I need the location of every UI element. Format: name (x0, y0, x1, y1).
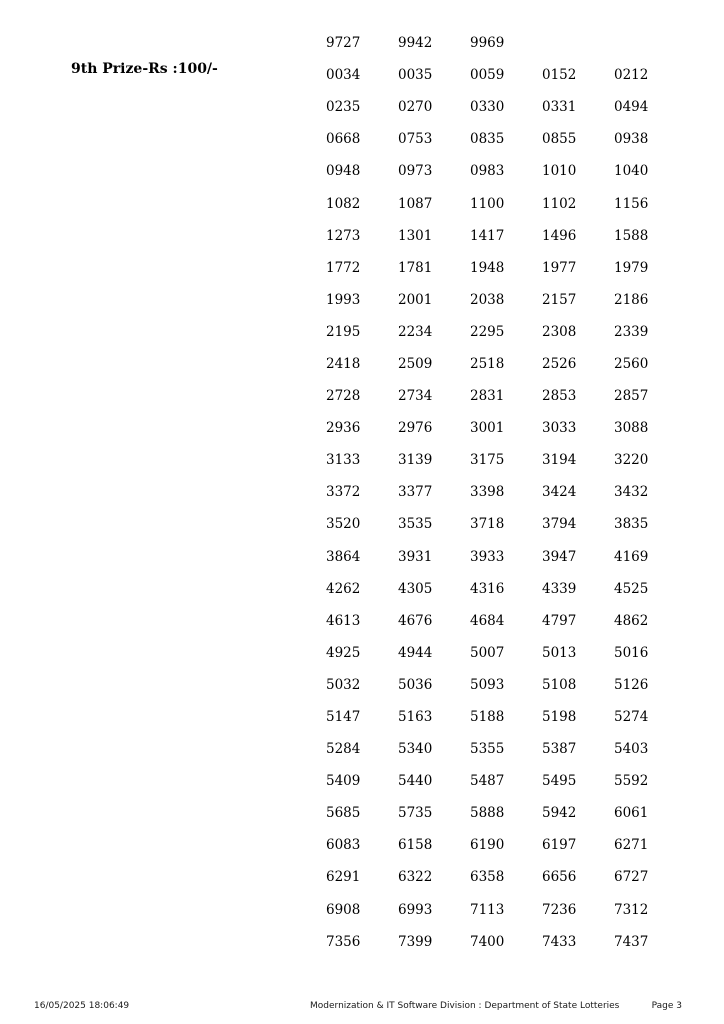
ticket-number: 5487 (470, 773, 505, 790)
ticket-number: 3835 (614, 516, 649, 533)
ticket-number: 0835 (470, 131, 505, 148)
number-row (326, 476, 686, 508)
number-row (326, 316, 686, 348)
ticket-number: 6291 (326, 869, 361, 886)
ticket-number: 2186 (614, 291, 649, 308)
ticket-number: 3194 (542, 452, 577, 469)
ticket-number: 2418 (326, 355, 361, 372)
ticket-number: 7236 (542, 901, 577, 918)
ticket-number: 4684 (470, 612, 505, 629)
ticket-number: 3794 (542, 516, 577, 533)
ticket-number: 0753 (398, 131, 433, 148)
ticket-number: 4797 (542, 612, 577, 629)
ticket-number: 2728 (326, 388, 361, 405)
ticket-number: 1087 (398, 195, 433, 212)
ticket-number-grid (326, 27, 686, 958)
ticket-number: 6061 (614, 805, 649, 822)
number-row (326, 123, 686, 155)
ticket-number: 3175 (470, 452, 505, 469)
ticket-number: 5126 (614, 676, 649, 693)
ticket-number: 6322 (398, 869, 433, 886)
ticket-number: 3377 (398, 484, 433, 501)
ticket-number: 4305 (398, 580, 433, 597)
ticket-number: 2157 (542, 291, 577, 308)
ticket-number: 0983 (470, 163, 505, 180)
ticket-number: 1496 (542, 227, 577, 244)
ticket-number: 6197 (542, 837, 577, 854)
ticket-number: 5942 (542, 805, 577, 822)
ticket-number: 7400 (470, 933, 505, 950)
number-row (326, 765, 686, 797)
number-row (326, 444, 686, 476)
ticket-number: 2308 (542, 323, 577, 340)
ticket-number: 5403 (614, 741, 649, 758)
ticket-number: 0855 (542, 131, 577, 148)
ticket-number: 3139 (398, 452, 433, 469)
ticket-number: 2831 (470, 388, 505, 405)
ticket-number: 0494 (614, 99, 649, 116)
number-row (326, 637, 686, 669)
ticket-number: 3947 (542, 548, 577, 565)
footer-timestamp: 16/05/2025 18:06:49 (34, 1001, 130, 1011)
ticket-number: 7399 (398, 933, 433, 950)
ticket-number: 5274 (614, 709, 649, 726)
ticket-number: 0668 (326, 131, 361, 148)
ticket-number: 3372 (326, 484, 361, 501)
ticket-number: 3718 (470, 516, 505, 533)
ticket-number: 2038 (470, 291, 505, 308)
ticket-number: 3432 (614, 484, 649, 501)
ticket-number: 5188 (470, 709, 505, 726)
ticket-number: 1301 (398, 227, 433, 244)
number-row (326, 797, 686, 829)
ticket-number: 9969 (470, 35, 505, 52)
ticket-number: 7433 (542, 933, 577, 950)
ticket-number: 4925 (326, 644, 361, 661)
number-row (326, 380, 686, 412)
ticket-number: 1588 (614, 227, 649, 244)
ticket-number: 4262 (326, 580, 361, 597)
ticket-number: 4339 (542, 580, 577, 597)
number-row (326, 861, 686, 893)
ticket-number: 2526 (542, 355, 577, 372)
ticket-number: 1977 (542, 259, 577, 276)
ticket-number: 0270 (398, 99, 433, 116)
prize-label: 9th Prize-Rs :100/- (71, 61, 218, 77)
ticket-number: 5495 (542, 773, 577, 790)
ticket-number: 3220 (614, 452, 649, 469)
ticket-number: 2234 (398, 323, 433, 340)
ticket-number: 6727 (614, 869, 649, 886)
ticket-number: 2295 (470, 323, 505, 340)
ticket-number: 1781 (398, 259, 433, 276)
ticket-number: 1417 (470, 227, 505, 244)
number-row (326, 573, 686, 605)
ticket-number: 0035 (398, 67, 433, 84)
ticket-number: 4944 (398, 644, 433, 661)
number-row (326, 894, 686, 926)
ticket-number: 6656 (542, 869, 577, 886)
ticket-number: 5163 (398, 709, 433, 726)
number-row (326, 541, 686, 573)
ticket-number: 2195 (326, 323, 361, 340)
ticket-number: 2518 (470, 355, 505, 372)
ticket-number: 0973 (398, 163, 433, 180)
number-row (326, 220, 686, 252)
ticket-number: 0034 (326, 67, 361, 84)
ticket-number: 1040 (614, 163, 649, 180)
ticket-number: 6158 (398, 837, 433, 854)
ticket-number: 1010 (542, 163, 577, 180)
ticket-number: 1100 (470, 195, 505, 212)
ticket-number: 9942 (398, 35, 433, 52)
ticket-number: 2853 (542, 388, 577, 405)
number-row (326, 733, 686, 765)
ticket-number: 0235 (326, 99, 361, 116)
ticket-number: 7113 (470, 901, 505, 918)
ticket-number: 0938 (614, 131, 649, 148)
ticket-number: 1979 (614, 259, 649, 276)
ticket-number: 2560 (614, 355, 649, 372)
ticket-number: 1772 (326, 259, 361, 276)
number-row (326, 59, 686, 91)
ticket-number: 3933 (470, 548, 505, 565)
ticket-number: 3033 (542, 420, 577, 437)
ticket-number: 3001 (470, 420, 505, 437)
ticket-number: 1102 (542, 195, 577, 212)
ticket-number: 2509 (398, 355, 433, 372)
ticket-number: 5013 (542, 644, 577, 661)
ticket-number: 5032 (326, 676, 361, 693)
ticket-number: 4169 (614, 548, 649, 565)
ticket-number: 6358 (470, 869, 505, 886)
ticket-number: 5387 (542, 741, 577, 758)
ticket-number: 2857 (614, 388, 649, 405)
ticket-number: 2001 (398, 291, 433, 308)
ticket-number: 7312 (614, 901, 649, 918)
ticket-number: 5592 (614, 773, 649, 790)
ticket-number: 1082 (326, 195, 361, 212)
ticket-number: 0152 (542, 67, 577, 84)
ticket-number: 1273 (326, 227, 361, 244)
ticket-number: 0948 (326, 163, 361, 180)
number-row (326, 669, 686, 701)
ticket-number: 1156 (614, 195, 649, 212)
ticket-number: 5735 (398, 805, 433, 822)
ticket-number: 4862 (614, 612, 649, 629)
ticket-number: 7437 (614, 933, 649, 950)
ticket-number: 3424 (542, 484, 577, 501)
ticket-number: 7356 (326, 933, 361, 950)
ticket-number: 3133 (326, 452, 361, 469)
ticket-number: 4613 (326, 612, 361, 629)
number-row (326, 508, 686, 540)
ticket-number: 3931 (398, 548, 433, 565)
ticket-number: 5355 (470, 741, 505, 758)
number-row (326, 605, 686, 637)
ticket-number: 6190 (470, 837, 505, 854)
number-row (326, 701, 686, 733)
number-row (326, 348, 686, 380)
ticket-number: 2339 (614, 323, 649, 340)
ticket-number: 3088 (614, 420, 649, 437)
ticket-number: 2936 (326, 420, 361, 437)
ticket-number: 5036 (398, 676, 433, 693)
ticket-number: 9727 (326, 35, 361, 52)
ticket-number: 5147 (326, 709, 361, 726)
footer-page-number: Page 3 (651, 1001, 682, 1011)
ticket-number: 5440 (398, 773, 433, 790)
ticket-number: 5888 (470, 805, 505, 822)
ticket-number: 4676 (398, 612, 433, 629)
footer-division: Modernization & IT Software Division : Department of State Lotteries (310, 1001, 620, 1011)
ticket-number: 4525 (614, 580, 649, 597)
ticket-number: 3535 (398, 516, 433, 533)
number-row (326, 284, 686, 316)
ticket-number: 5409 (326, 773, 361, 790)
number-row (326, 155, 686, 187)
ticket-number: 2976 (398, 420, 433, 437)
number-row (326, 252, 686, 284)
ticket-number: 5007 (470, 644, 505, 661)
ticket-number: 3864 (326, 548, 361, 565)
ticket-number: 6083 (326, 837, 361, 854)
ticket-number: 5685 (326, 805, 361, 822)
ticket-number: 1993 (326, 291, 361, 308)
ticket-number: 3520 (326, 516, 361, 533)
number-row (326, 27, 686, 59)
number-row (326, 829, 686, 861)
ticket-number: 4316 (470, 580, 505, 597)
number-row (326, 412, 686, 444)
number-row (326, 926, 686, 958)
ticket-number: 5198 (542, 709, 577, 726)
ticket-number: 5093 (470, 676, 505, 693)
ticket-number: 3398 (470, 484, 505, 501)
ticket-number: 2734 (398, 388, 433, 405)
ticket-number: 6993 (398, 901, 433, 918)
ticket-number: 0330 (470, 99, 505, 116)
ticket-number: 0059 (470, 67, 505, 84)
ticket-number: 6908 (326, 901, 361, 918)
ticket-number: 5284 (326, 741, 361, 758)
ticket-number: 5108 (542, 676, 577, 693)
number-row (326, 91, 686, 123)
ticket-number: 0212 (614, 67, 649, 84)
ticket-number: 6271 (614, 837, 649, 854)
number-row (326, 187, 686, 219)
ticket-number: 5016 (614, 644, 649, 661)
ticket-number: 1948 (470, 259, 505, 276)
ticket-number: 0331 (542, 99, 577, 116)
ticket-number: 5340 (398, 741, 433, 758)
